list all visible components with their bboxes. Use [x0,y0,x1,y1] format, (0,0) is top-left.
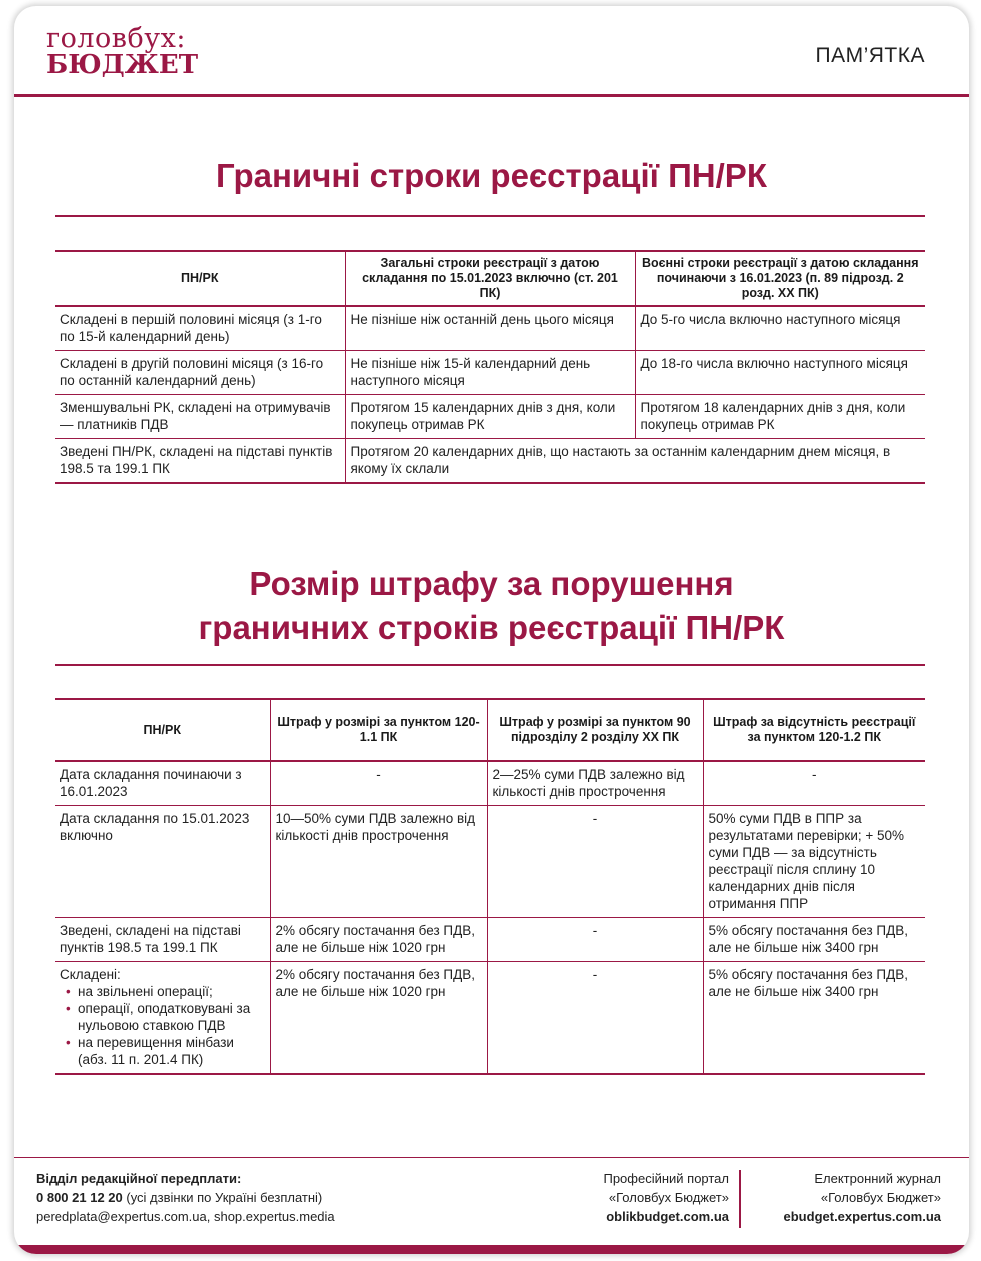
column-header: Воєнні строки реєстрації з датою складання починаючи з 16.01.2023 (п. 89 підрозд. 2 розд. ХХ ПК) [635,251,925,306]
table-header-row [55,251,925,306]
list-item: • на перевищення мінбази (абз. 11 п. 201.4 ПК) [78,1034,265,1068]
column-header: Штраф у розмірі за пунктом 120-1.1 ПК [270,699,487,761]
table-cell: - [487,918,703,962]
memo-label: ПАМ’ЯТКА [815,44,925,67]
portal-line-2: «Головбух Бюджет» [608,1190,729,1205]
list-item: • операції, оподатковувані за нульовою ставкою ПДВ [78,1000,265,1034]
table-cell: Дата складання починаючи з 16.01.2023 [55,761,270,806]
journal-url-link[interactable]: ebudget.expertus.com.ua [783,1209,941,1224]
table-row [55,962,925,1075]
table-cell: 10—50% суми ПДВ залежно від кількості днів прострочення [270,806,487,918]
table-cell: Не пізніше ніж 15-й календарний день наступного місяця [345,351,635,395]
footer-separator [739,1170,741,1228]
portal-url-link[interactable]: oblikbudget.com.ua [606,1209,729,1224]
list-item: • на звільнені операції; [78,983,265,1000]
header-divider [14,94,969,97]
table-row [55,806,925,918]
journal-line-1: Електронний журнал [814,1171,941,1186]
section2-title-line-2: граничних строків реєстрації ПН/РК [198,609,785,646]
table-cell: - [703,761,925,806]
table-cell: До 5-го числа включно наступного місяця [635,306,925,351]
section2-divider [55,664,925,666]
table-cell: - [487,962,703,1075]
table-cell [55,962,270,1075]
table-cell: 2—25% суми ПДВ залежно від кількості днів прострочення [487,761,703,806]
table-cell: Зведені, складені на підставі пунктів 198.5 та 199.1 ПК [55,918,270,962]
table-cell: Дата складання по 15.01.2023 включно [55,806,270,918]
phone-line [36,1188,335,1207]
section2-title [14,562,969,650]
table-cell: 2% обсягу постачання без ПДВ, але не більше ніж 1020 грн [270,962,487,1075]
table-cell: Протягом 18 календарних днів з дня, коли покупець отримав РК [635,395,925,439]
phone-number[interactable]: 0 800 21 12 20 [36,1190,123,1205]
cell-title: Складені: [60,967,121,982]
table-row [55,439,925,484]
table-row [55,395,925,439]
registration-deadlines-table [55,250,925,484]
portal-info [569,1169,729,1226]
column-header: ПН/РК [55,251,345,306]
bullet-list [60,983,265,1068]
contact-emails[interactable]: peredplata@expertus.com.ua, shop.expertus.media [36,1209,335,1224]
logo-line-2: БЮДЖЕТ [46,50,199,80]
table-cell: - [487,806,703,918]
table-cell: 5% обсягу постачання без ПДВ, але не більше ніж 3400 грн [703,918,925,962]
section2-title-line-1: Розмір штрафу за порушення [249,565,734,602]
column-header: Загальні строки реєстрації з датою складання по 15.01.2023 включно (ст. 201 ПК) [345,251,635,306]
table-cell: Не пізніше ніж останній день цього місяця [345,306,635,351]
table-header-row [55,699,925,761]
section1-title: Граничні строки реєстрації ПН/РК [216,157,767,194]
logo-line-1: головбух: [46,23,186,54]
subscription-title: Відділ редакційної передплати: [36,1171,242,1186]
table-cell: Зведені ПН/РК, складені на підставі пунктів 198.5 та 199.1 ПК [55,439,345,484]
table-row [55,761,925,806]
journal-line-2: «Головбух Бюджет» [820,1190,941,1205]
document-page [14,6,969,1254]
table-cell: 50% суми ПДВ в ППР за результатами перевірки; + 50% суми ПДВ — за відсутність реєстрації після сплину 10 календарних днів після отримання ППР [703,806,925,918]
column-header: Штраф за відсутність реєстрації за пунктом 120-1.2 ПК [703,699,925,761]
table-cell: Складені в першій половині місяця (з 1-го по 15-й календарний день) [55,306,345,351]
table-row [55,918,925,962]
portal-line-1: Професійний портал [603,1171,729,1186]
subscription-contacts [36,1169,335,1226]
journal-info [755,1169,941,1226]
table-cell: 2% обсягу постачання без ПДВ, але не більше ніж 1020 грн [270,918,487,962]
phone-note: (усі дзвінки по Україні безплатні) [126,1190,323,1205]
footer-divider [14,1157,969,1158]
table-cell: Зменшувальні РК, складені на отримувачів — платників ПДВ [55,395,345,439]
table-row [55,351,925,395]
table-cell: Складені в другій половині місяця (з 16-го по останній календарний день) [55,351,345,395]
section1-divider [55,215,925,217]
column-header: ПН/РК [55,699,270,761]
table-cell: Протягом 15 календарних днів з дня, коли покупець отримав РК [345,395,635,439]
bottom-accent-band [14,1245,969,1254]
brand-logo [46,25,198,79]
penalty-table [55,698,925,1075]
column-header: Штраф у розмірі за пунктом 90 підрозділу 2 розділу ХХ ПК [487,699,703,761]
table-cell: До 18-го числа включно наступного місяця [635,351,925,395]
table-cell: 5% обсягу постачання без ПДВ, але не більше ніж 3400 грн [703,962,925,1075]
table-cell-merged: Протягом 20 календарних днів, що настають за останнім календарним днем місяця, в якому їх склали [345,439,925,484]
table-row [55,306,925,351]
table-cell: - [270,761,487,806]
